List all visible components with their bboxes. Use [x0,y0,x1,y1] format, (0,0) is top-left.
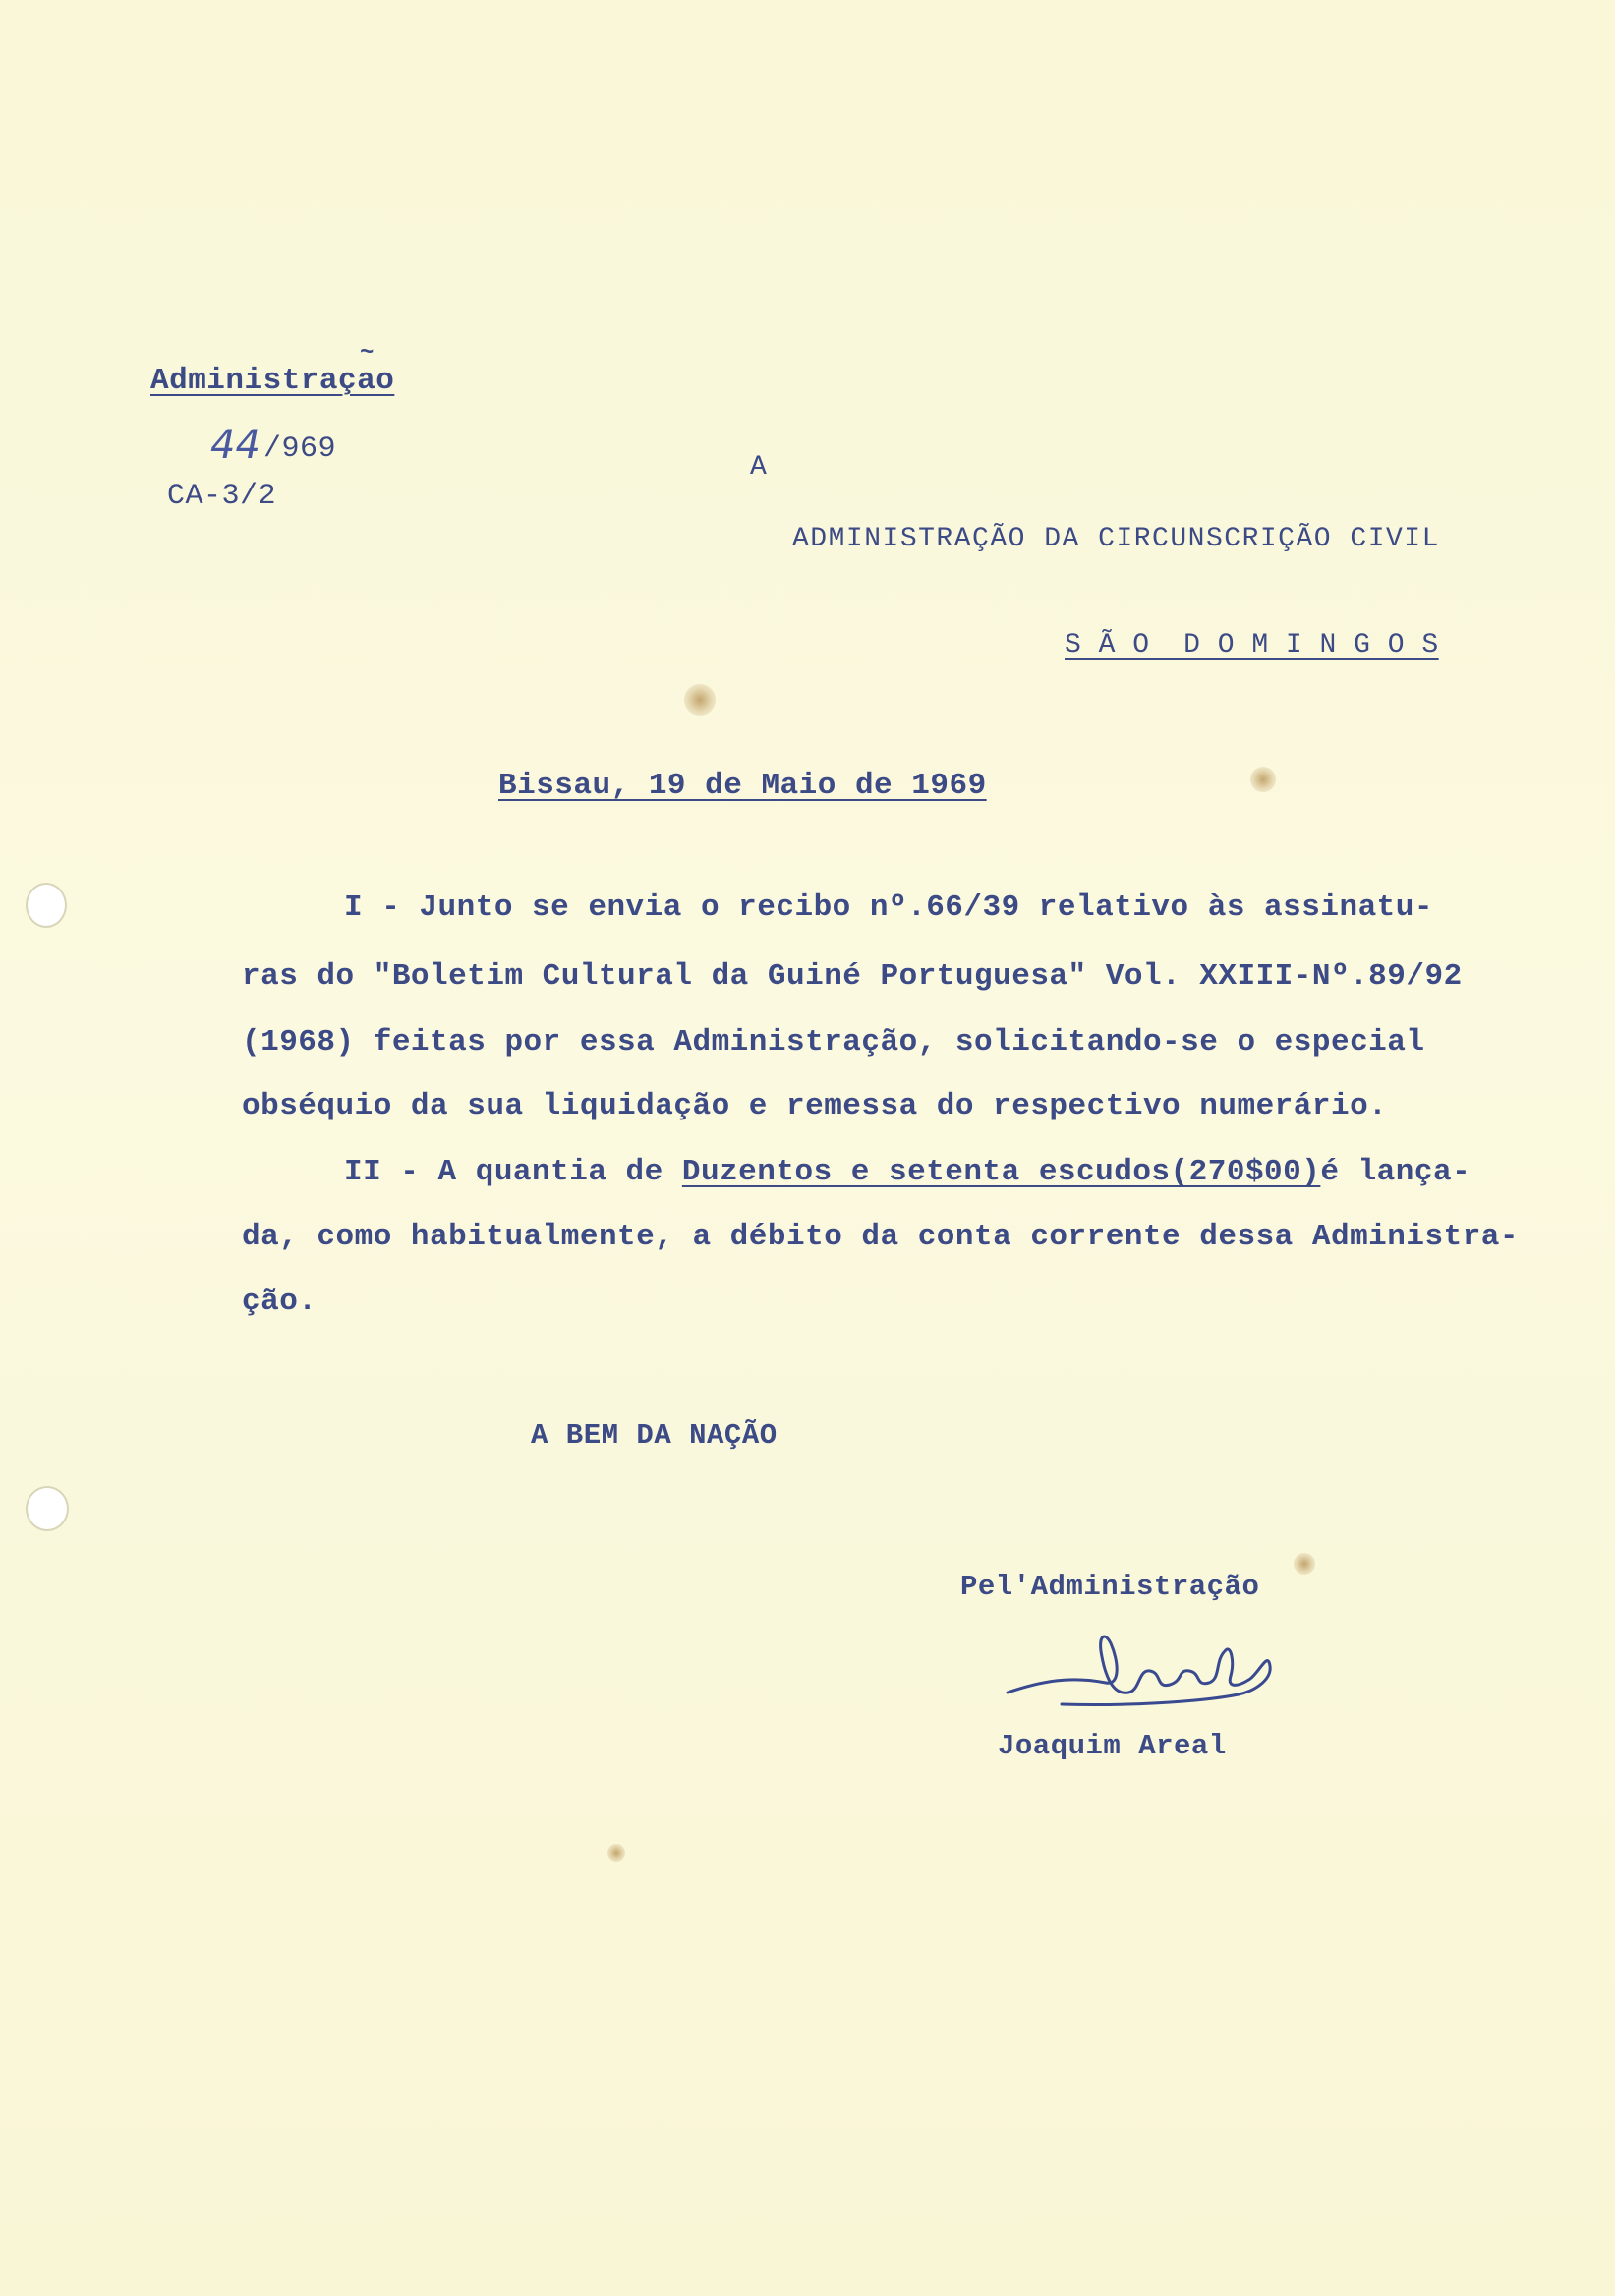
body-line: obséquio da sua liquidação e remessa do respectivo numerário. [242,1089,1388,1123]
recipient-prefix: A [750,452,768,483]
body-line [344,1157,1471,1187]
stain-mark [684,684,716,716]
department-heading: Administraçao [150,364,395,398]
body-line: da, como habitualmente, a débito da conta corrente dessa Administra- [242,1220,1520,1254]
amount-text: Duzentos e setenta escudos(270$00) [681,1155,1321,1189]
stain-mark [1294,1553,1315,1575]
handwritten-signature [1003,1622,1317,1720]
body-line: (1968) feitas por essa Administração, solicitando-se o especial [242,1025,1425,1060]
body-line: ção. [242,1285,317,1319]
closing-line: A BEM DA NAÇÃO [531,1419,778,1452]
date-line: Bissau, 19 de Maio de 1969 [498,769,987,803]
recipient-name: ADMINISTRAÇÃO DA CIRCUNSCRIÇÃO CIVIL [792,524,1440,554]
punch-hole-bottom [26,1486,69,1531]
body-line: ras do "Boletim Cultural da Guiné Portuguesa" Vol. XXIII-Nº.89/92 [242,959,1463,994]
body-text: é lança- [1320,1155,1471,1189]
stain-mark [1250,767,1276,792]
signatory-name: Joaquim Areal [998,1730,1227,1762]
body-text: II - A quantia de [344,1155,682,1189]
body-line: I - Junto se envia o recibo nº.66/39 relativo às assinatu- [344,890,1433,925]
reference-code: CA-3/2 [167,480,277,513]
recipient-place: S Ã O D O M I N G O S [1065,630,1439,660]
punch-hole-top [26,883,67,928]
handwritten-number: 44 [210,423,260,468]
stain-mark [607,1844,625,1862]
reference-year: /969 [263,432,337,466]
tilde-mark: ~ [360,340,375,367]
signature-on-behalf: Pel'Administração [960,1571,1260,1603]
